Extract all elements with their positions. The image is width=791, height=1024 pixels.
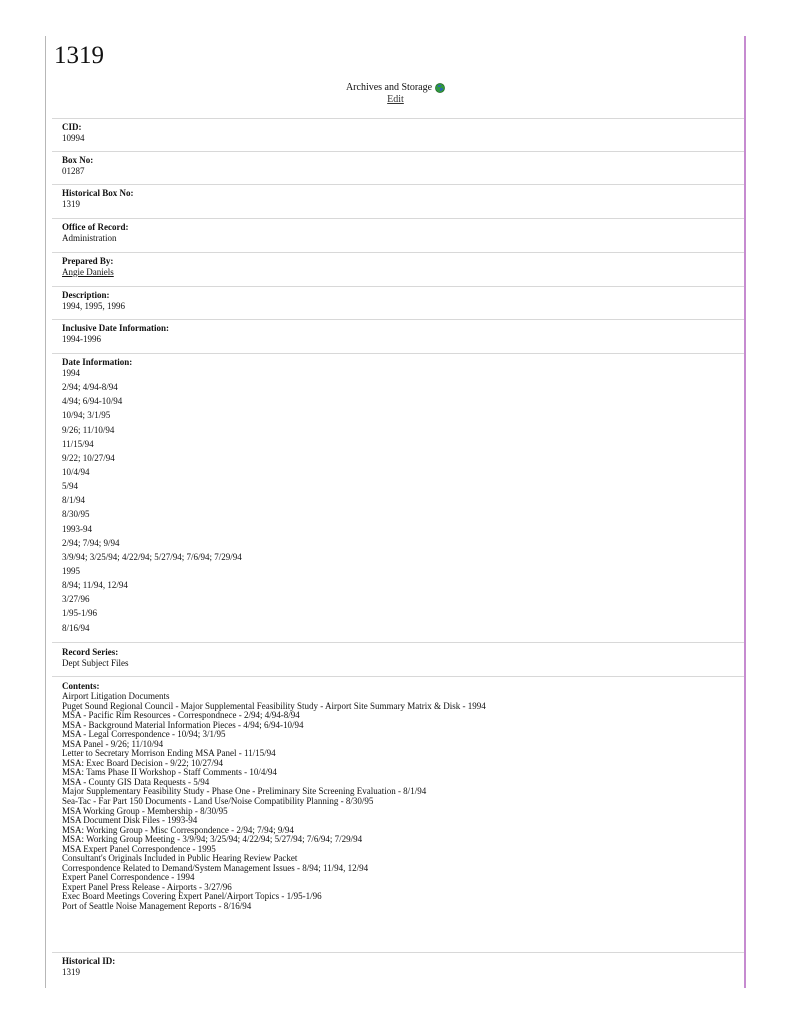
list-item: 10/94; 3/1/95 bbox=[62, 410, 111, 421]
list-item: 9/22; 10/27/94 bbox=[62, 452, 115, 463]
contents-field bbox=[62, 681, 732, 912]
section-divider bbox=[52, 353, 744, 354]
list-item: MSA: Tams Phase II Workshop - Staff Comments - 10/4/94 bbox=[62, 767, 277, 778]
edit-link[interactable]: Edit bbox=[387, 94, 404, 105]
list-item: Puget Sound Regional Council - Major Supplemental Feasibility Study - Airport Site Summary Matrix & Disk - 1994 bbox=[62, 700, 486, 711]
field-value: 1319 bbox=[62, 967, 80, 977]
section-divider bbox=[52, 184, 744, 185]
list-item: Exec Board Meetings Covering Expert Panel/Airport Topics - 1/95-1/96 bbox=[62, 891, 322, 902]
list-item: 8/1/94 bbox=[62, 495, 86, 506]
section-divider bbox=[52, 319, 744, 320]
archives-and-storage-label: Archives and Storage bbox=[345, 82, 433, 93]
list-item: Sea-Tac - Far Part 150 Documents - Land Use/Noise Compatibility Planning - 8/30/95 bbox=[62, 796, 374, 807]
list-item: 2/94; 4/94-8/94 bbox=[62, 382, 118, 393]
office-of-record-field bbox=[62, 222, 732, 243]
field-value: 10994 bbox=[62, 133, 85, 143]
list-item: Consultant's Originals Included in Public Hearing Review Packet bbox=[62, 853, 298, 864]
list-item: 8/94; 11/94, 12/94 bbox=[62, 580, 128, 591]
inclusive-date-information-field bbox=[62, 323, 732, 344]
field-label: Box No: bbox=[62, 155, 94, 165]
list-item: 1994 bbox=[62, 368, 80, 378]
list-item: 8/30/95 bbox=[62, 509, 90, 520]
list-item: MSA: Exec Board Decision - 9/22; 10/27/94 bbox=[62, 757, 223, 768]
list-item: MSA - Background Material Information Pieces - 4/94; 6/94-10/94 bbox=[62, 719, 304, 730]
list-item: 1993-94 bbox=[62, 523, 92, 534]
list-item: MSA - Pacific Rim Resources - Correspondnece - 2/94; 4/94-8/94 bbox=[62, 710, 300, 721]
field-label: CID: bbox=[62, 122, 82, 132]
field-label: Prepared By: bbox=[62, 256, 114, 266]
list-item: Expert Panel Correspondence - 1994 bbox=[62, 872, 195, 883]
box-number-field bbox=[62, 155, 732, 176]
field-label: Historical ID: bbox=[62, 956, 116, 966]
list-item: MSA - Legal Correspondence - 10/94; 3/1/95 bbox=[62, 729, 226, 740]
description-field bbox=[62, 290, 732, 311]
field-value: Administration bbox=[62, 233, 117, 243]
list-item: 3/9/94; 3/25/94; 4/22/94; 5/27/94; 7/6/94; 7/29/94 bbox=[62, 551, 242, 562]
field-label: Inclusive Date Information: bbox=[62, 323, 169, 333]
field-label: Office of Record: bbox=[62, 222, 129, 232]
list-item: MSA: Working Group - Misc Correspondence - 2/94; 7/94; 9/94 bbox=[62, 824, 294, 835]
section-divider bbox=[52, 252, 744, 253]
field-value: 1994, 1995, 1996 bbox=[62, 301, 125, 311]
archive-record-page bbox=[45, 36, 746, 988]
list-item: 5/94 bbox=[62, 481, 79, 492]
list-item: 10/4/94 bbox=[62, 466, 90, 477]
list-item: MSA Document Disk Files - 1993-94 bbox=[62, 815, 198, 826]
list-item: 1/95-1/96 bbox=[62, 608, 97, 619]
list-item: Port of Seattle Noise Management Reports - 8/16/94 bbox=[62, 901, 252, 912]
field-value: Dept Subject Files bbox=[62, 658, 129, 668]
list-item: 11/15/94 bbox=[62, 438, 94, 449]
record-header bbox=[46, 82, 745, 106]
section-divider bbox=[52, 151, 744, 152]
list-item: Airport Litigation Documents bbox=[62, 691, 170, 701]
field-value: 01287 bbox=[62, 166, 85, 176]
list-item: Correspondence Related to Demand/System Management Issues - 8/94; 11/94, 12/94 bbox=[62, 862, 369, 873]
list-item: 4/94; 6/94-10/94 bbox=[62, 396, 123, 407]
record-series-field bbox=[62, 647, 732, 668]
historical-id-field bbox=[62, 956, 732, 977]
field-label: Contents: bbox=[62, 681, 100, 691]
section-divider bbox=[52, 286, 744, 287]
contents-list bbox=[62, 692, 732, 912]
field-label: Date Information: bbox=[62, 357, 133, 367]
date-information-field bbox=[62, 357, 732, 637]
list-item: Major Supplementary Feasibility Study - Phase One - Preliminary Site Screening Evaluation - 8/1/94 bbox=[62, 786, 427, 797]
list-item: 1995 bbox=[62, 565, 80, 576]
list-item: MSA Panel - 9/26; 11/10/94 bbox=[62, 738, 164, 749]
list-item: 9/26; 11/10/94 bbox=[62, 424, 115, 435]
list-item: Expert Panel Press Release - Airports - 3/27/96 bbox=[62, 881, 232, 892]
date-information-list bbox=[62, 368, 732, 637]
list-item: MSA - County GIS Data Requests - 5/94 bbox=[62, 776, 210, 787]
historical-box-number-field bbox=[62, 188, 732, 209]
globe-icon bbox=[435, 83, 445, 93]
list-item: MSA Expert Panel Correspondence - 1995 bbox=[62, 843, 216, 854]
list-item: 8/16/94 bbox=[62, 622, 90, 633]
list-item: Letter to Secretary Morrison Ending MSA Panel - 11/15/94 bbox=[62, 748, 276, 759]
list-item: MSA: Working Group Meeting - 3/9/94; 3/25/94; 4/22/94; 5/27/94; 7/6/94; 7/29/94 bbox=[62, 834, 363, 845]
page-title: 1319 bbox=[54, 42, 104, 69]
list-item: MSA Working Group - Membership - 8/30/95 bbox=[62, 805, 228, 816]
field-label: Record Series: bbox=[62, 647, 119, 657]
cid-field bbox=[62, 122, 732, 143]
field-label: Description: bbox=[62, 290, 110, 300]
section-divider bbox=[52, 952, 744, 953]
prepared-by-field bbox=[62, 256, 732, 277]
section-divider bbox=[52, 218, 744, 219]
section-divider bbox=[52, 118, 744, 119]
prepared-by-link[interactable]: Angie Daniels bbox=[62, 267, 114, 277]
list-item: 2/94; 7/94; 9/94 bbox=[62, 537, 120, 548]
section-divider bbox=[52, 642, 744, 643]
archives-and-storage-link[interactable] bbox=[346, 82, 445, 94]
list-item: 3/27/96 bbox=[62, 594, 90, 605]
field-label: Historical Box No: bbox=[62, 188, 134, 198]
field-value: 1319 bbox=[62, 199, 80, 209]
section-divider bbox=[52, 676, 744, 677]
field-value: 1994-1996 bbox=[62, 334, 101, 344]
